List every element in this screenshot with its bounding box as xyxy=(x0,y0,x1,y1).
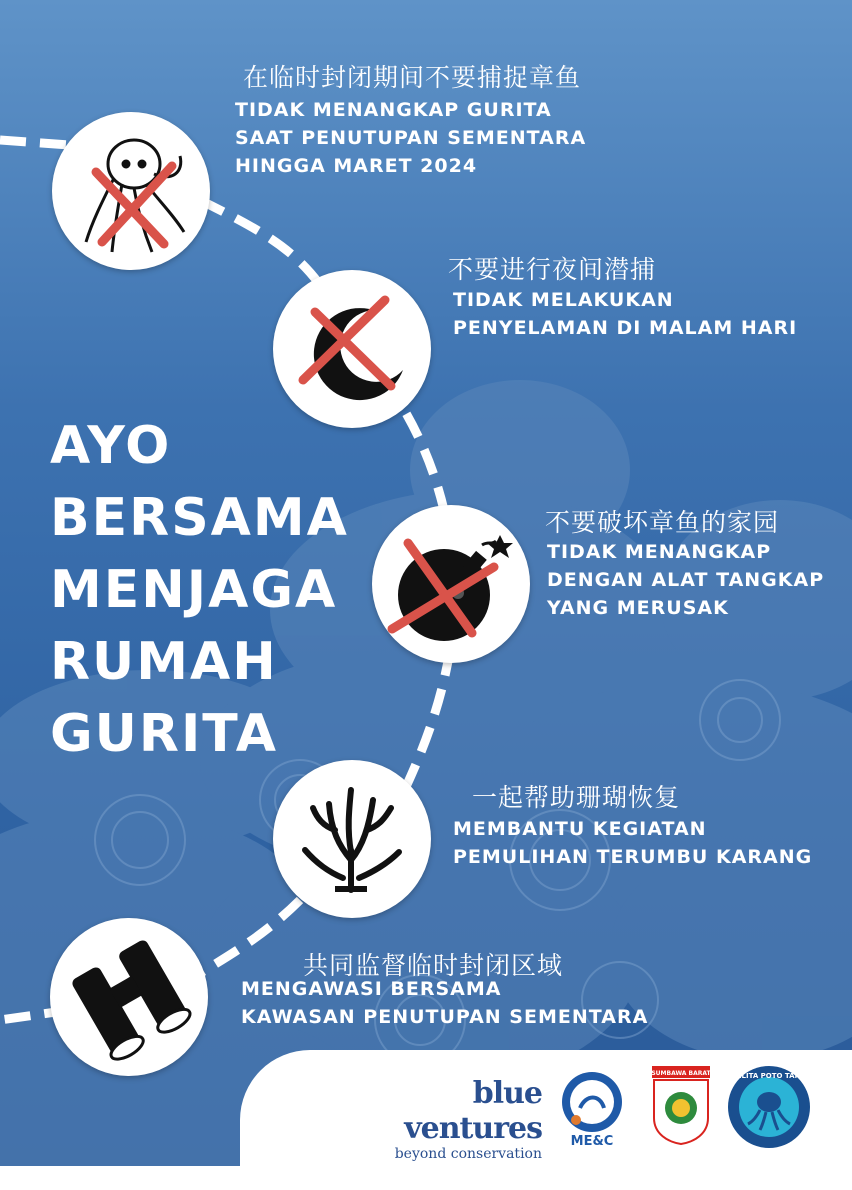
octopus-crossed-icon xyxy=(52,112,210,270)
item-1-indonesian xyxy=(235,96,586,180)
item-2-line-2: PENYELAMAN DI MALAM HARI xyxy=(453,317,798,339)
item-5-line-1: MENGAWASI BERSAMA xyxy=(241,978,502,1000)
item-1-chinese: 在临时封闭期间不要捕捉章鱼 xyxy=(243,63,582,92)
item-1-line-2: SAAT PENUTUPAN SEMENTARA xyxy=(235,127,587,149)
item-2-chinese: 不要进行夜间潜捕 xyxy=(448,255,657,284)
item-3-line-1: TIDAK MENANGKAP xyxy=(547,541,772,563)
blue-ventures-tagline: beyond conservation xyxy=(394,1146,542,1162)
item-4-line-2: PEMULIHAN TERUMBU KARANG xyxy=(453,846,813,868)
headline-line-1: AYO xyxy=(50,416,172,476)
sumbawa-barat-label: SUMBAWA BARAT xyxy=(651,1070,711,1077)
bomb-crossed-icon xyxy=(372,505,530,663)
item-4-indonesian xyxy=(453,815,812,871)
item-1-line-1: TIDAK MENANGKAP GURITA xyxy=(235,99,552,121)
pelita-poto-tano-label: PELITA POTO TANO xyxy=(731,1072,807,1080)
moon-crossed-icon xyxy=(273,270,431,428)
item-3-line-3: YANG MERUSAK xyxy=(547,597,729,619)
item-1-line-3: HINGGA MARET 2024 xyxy=(235,155,478,177)
headline-line-2: BERSAMA xyxy=(50,488,349,548)
item-4-line-1: MEMBANTU KEGIATAN xyxy=(453,818,707,840)
blue-ventures-logo xyxy=(330,1076,542,1162)
item-2-line-1: TIDAK MELAKUKAN xyxy=(453,289,674,311)
coral-icon xyxy=(273,760,431,918)
item-3-indonesian xyxy=(547,538,824,622)
item-5-chinese: 共同监督临时封闭区域 xyxy=(303,951,564,980)
jari-mec-text: ME&C xyxy=(570,1134,614,1148)
headline-line-3: MENJAGA xyxy=(50,560,338,620)
headline-line-5: GURITA xyxy=(50,704,278,764)
binoculars-icon xyxy=(50,918,208,1076)
item-5-indonesian xyxy=(241,975,648,1031)
blue-ventures-name: blue ventures xyxy=(404,1076,542,1146)
item-5-line-2: KAWASAN PENUTUPAN SEMENTARA xyxy=(241,1006,649,1028)
pelita-poto-tano-logo xyxy=(726,1064,812,1150)
item-3-chinese: 不要破坏章鱼的家园 xyxy=(545,508,780,537)
sumbawa-barat-emblem xyxy=(650,1064,712,1146)
jari-mec-logo xyxy=(556,1068,628,1148)
item-4-chinese: 一起帮助珊瑚恢复 xyxy=(472,783,681,812)
headline xyxy=(50,410,349,770)
item-3-line-2: DENGAN ALAT TANGKAP xyxy=(547,569,825,591)
item-2-indonesian xyxy=(453,286,797,342)
headline-line-4: RUMAH xyxy=(50,632,278,692)
